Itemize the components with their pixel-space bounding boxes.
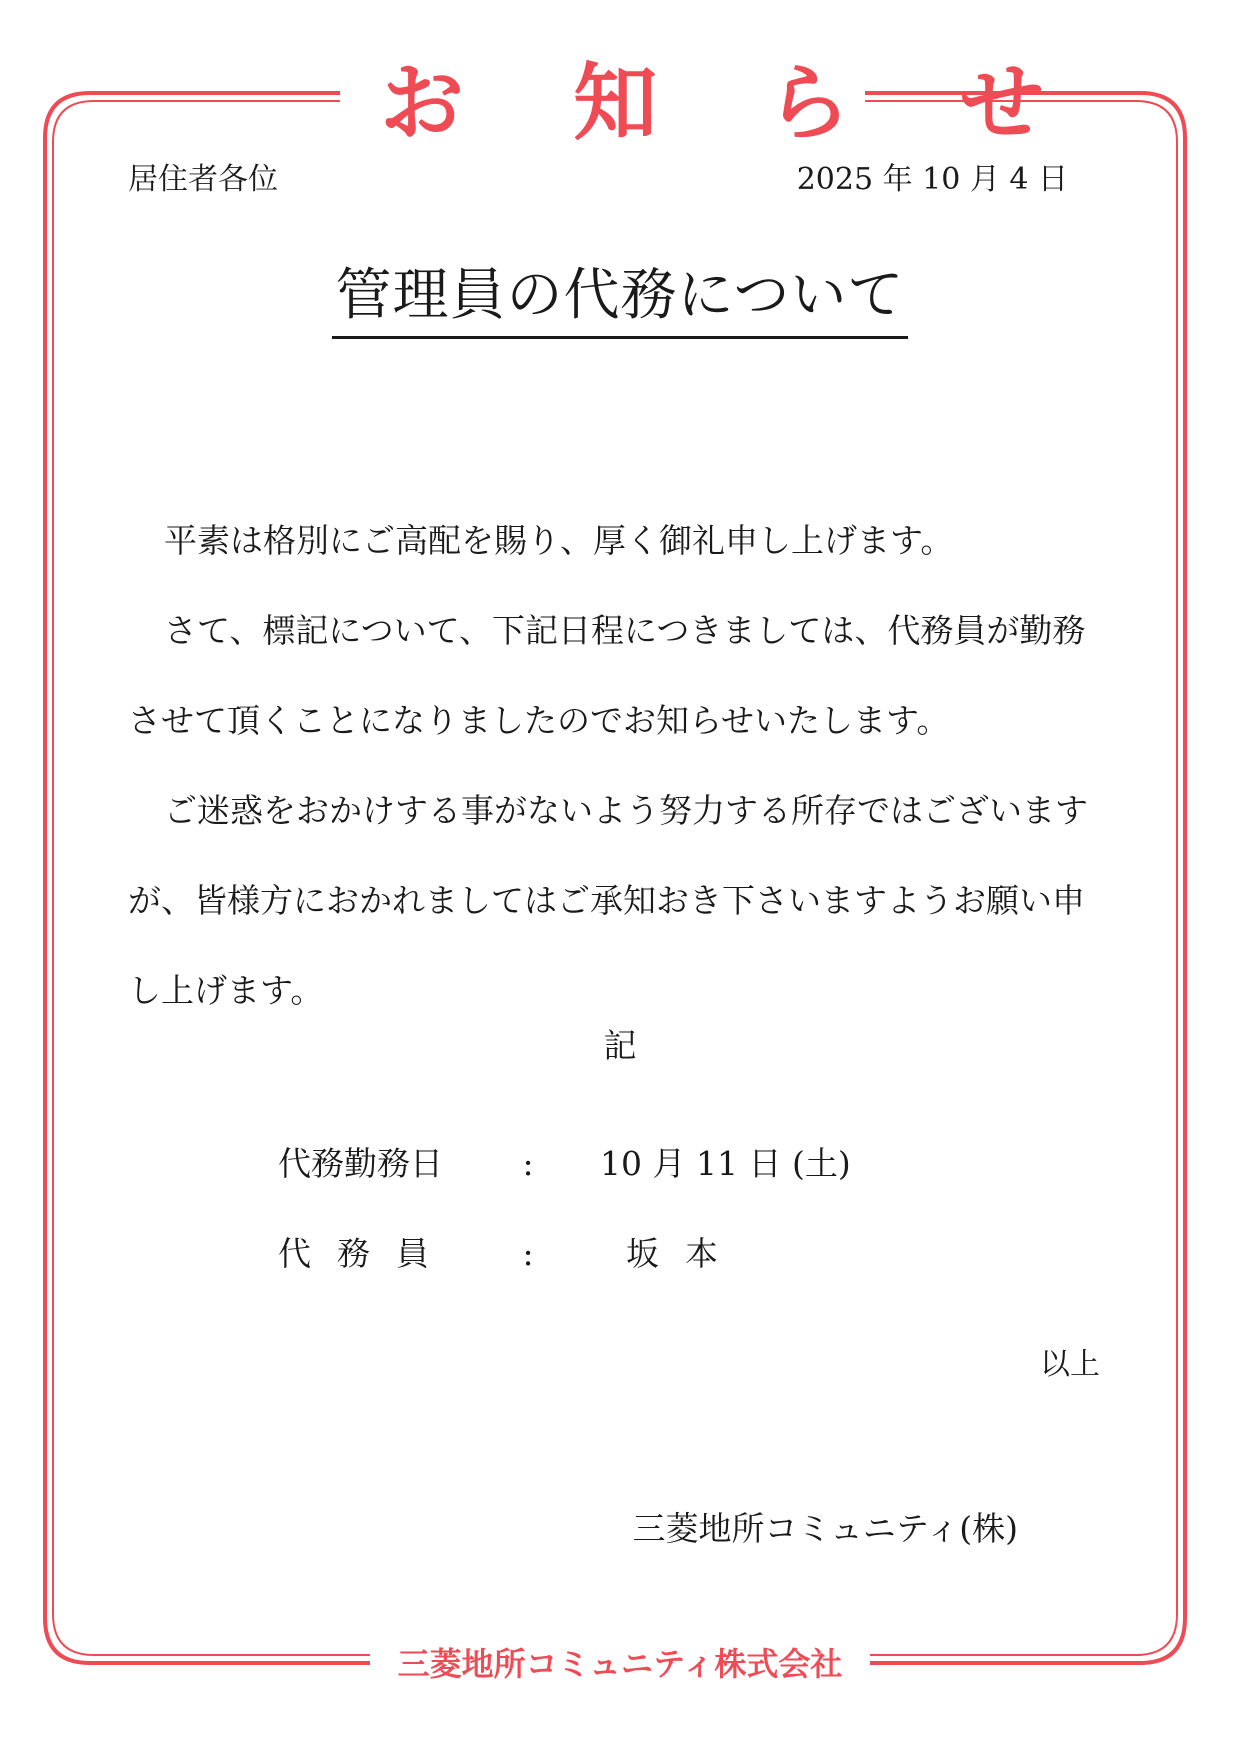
- request-paragraph: ご迷惑をおかけする事がないよう努力する所存ではございますが、皆様方におかれましてはご承知おき下さいますようお願い申し上げます。: [128, 791, 1088, 1010]
- detail-row-date: [278, 1140, 851, 1188]
- date-label: 代務勤務日: [278, 1144, 443, 1183]
- date-value: 10 月 11 日 (土): [600, 1144, 851, 1183]
- date-colon: :: [522, 1144, 534, 1183]
- staff-colon: :: [522, 1234, 534, 1273]
- subject-text: 管理員の代務について: [332, 258, 909, 339]
- body-text: [128, 496, 1098, 1036]
- document-subject: [320, 258, 920, 339]
- notice-heading: お 知 ら せ: [380, 54, 1084, 152]
- closing-mark: 以上: [1040, 1347, 1100, 1382]
- announcement-paragraph: さて、標記について、下記日程につきましては、代務員が勤務させて頂くことになりましたのでお知らせいたします。: [128, 611, 1086, 740]
- staff-value: 坂本: [626, 1234, 744, 1273]
- footer-company-name: 三菱地所コミュニティ株式会社: [397, 1645, 843, 1683]
- sender-name: 三菱地所コミュニティ(株): [632, 1509, 1018, 1548]
- greeting-paragraph: 平素は格別にご高配を賜り、厚く御礼申し上げます。: [164, 521, 954, 560]
- document-date: 2025 年 10 月 4 日: [796, 162, 1068, 197]
- detail-row-staff: [278, 1230, 744, 1278]
- ki-heading: 記: [603, 1026, 637, 1065]
- addressee: 居住者各位: [128, 162, 278, 197]
- staff-label: 代務員: [278, 1234, 455, 1273]
